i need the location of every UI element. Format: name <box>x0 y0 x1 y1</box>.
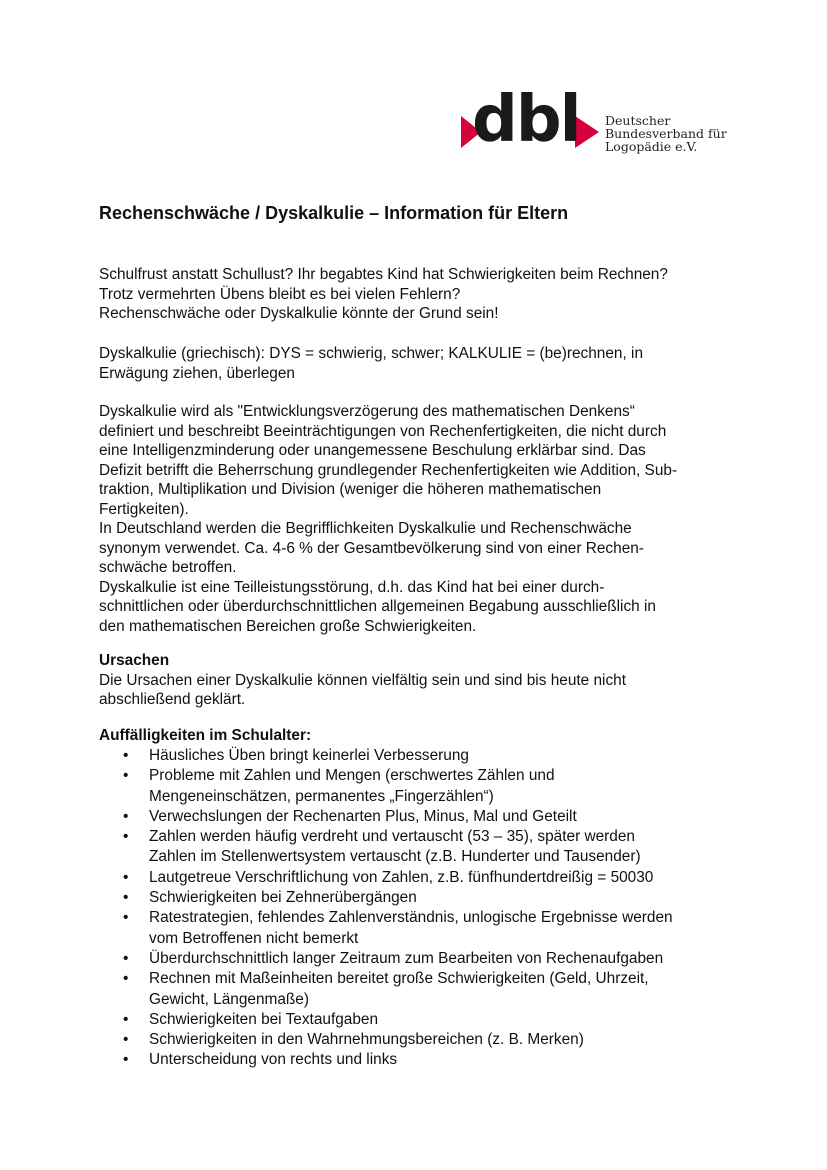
list-item-line: Gewicht, Längenmaße) <box>149 990 309 1008</box>
list-item <box>99 766 673 807</box>
list-item <box>99 1010 673 1030</box>
list-item-line: Probleme mit Zahlen und Mengen (erschwertes Zählen und <box>149 767 555 785</box>
causes-heading: Ursachen <box>99 652 170 669</box>
description-line: definiert und beschreibt Beeinträchtigungen von Rechenfertigkeiten, die nicht durch <box>99 422 667 440</box>
logo-org-name <box>605 114 727 153</box>
causes-line: Die Ursachen einer Dyskalkulie können vielfältig sein und sind bis heute nicht <box>99 671 626 689</box>
symptoms-heading: Auffälligkeiten im Schulalter: <box>99 727 312 744</box>
list-item <box>99 746 673 766</box>
intro-line: Trotz vermehrten Übens bleibt es bei vielen Fehlern? <box>99 285 461 303</box>
list-item-line: Verwechslungen der Rechenarten Plus, Minus, Mal und Geteilt <box>149 807 577 825</box>
list-item-line: Schwierigkeiten bei Zehnerübergängen <box>149 889 417 907</box>
bullet-icon: • <box>123 807 129 825</box>
list-item <box>99 1050 673 1070</box>
bullet-icon: • <box>123 767 129 785</box>
dbl-logo-mark <box>461 83 601 157</box>
bullet-icon: • <box>123 1031 129 1049</box>
list-item-line: vom Betroffenen nicht bemerkt <box>149 929 359 947</box>
bullet-icon: • <box>123 747 129 764</box>
list-item-line: Ratestrategien, fehlendes Zahlenverständnis, unlogische Ergebnisse werden <box>149 909 673 927</box>
symptoms-list <box>99 746 673 1071</box>
bullet-icon: • <box>123 949 129 967</box>
definition-line: Dyskalkulie (griechisch): DYS = schwierig, schwer; KALKULIE = (be)rechnen, in <box>99 345 644 362</box>
list-item-line: Unterscheidung von rechts und links <box>149 1051 398 1069</box>
description-line: Dyskalkulie wird als "Entwicklungsverzögerung des mathematischen Denkens“ <box>99 403 635 420</box>
causes-line: abschließend geklärt. <box>99 691 246 708</box>
logo-org-line: Deutscher <box>605 113 671 128</box>
list-item-line: Zahlen im Stellenwertsystem vertauscht (z.B. Hunderter und Tausender) <box>149 848 641 866</box>
list-item <box>99 969 673 1010</box>
logo-org-line: Bundesverband für <box>605 126 727 141</box>
logo-letters: dbl <box>472 83 580 157</box>
description-line: schwäche betroffen. <box>99 559 237 576</box>
dbl-logo <box>461 83 731 157</box>
list-item-line: Überdurchschnittlich langer Zeitraum zum Bearbeiten von Rechenaufgaben <box>149 949 664 967</box>
description-line: In Deutschland werden die Begrifflichkeiten Dyskalkulie und Rechenschwäche <box>99 520 632 537</box>
list-item <box>99 949 673 969</box>
description-line: Dyskalkulie ist eine Teilleistungsstörung, d.h. das Kind hat bei einer durch- <box>99 578 605 596</box>
list-item-line: Zahlen werden häufig verdreht und vertauscht (53 – 35), später werden <box>149 828 635 846</box>
description-line: traktion, Multiplikation und Division (weniger die höheren mathematischen <box>99 481 602 498</box>
list-item <box>99 807 673 827</box>
list-item-line: Lautgetreue Verschriftlichung von Zahlen, z.B. fünfhundertdreißig = 50030 <box>149 868 654 886</box>
page-title: Rechenschwäche / Dyskalkulie – Information für Eltern <box>99 203 569 223</box>
description-line: synonym verwendet. Ca. 4-6 % der Gesamtbevölkerung sind von einer Rechen- <box>99 539 644 557</box>
list-item <box>99 888 673 908</box>
bullet-icon: • <box>123 868 129 886</box>
logo-org-line: Logopädie e.V. <box>605 139 698 154</box>
intro-line: Schulfrust anstatt Schullust? Ihr begabtes Kind hat Schwierigkeiten beim Rechnen? <box>99 266 668 283</box>
causes-section <box>99 651 626 710</box>
list-item <box>99 908 673 949</box>
description-line: Fertigkeiten). <box>99 500 189 518</box>
bullet-icon: • <box>123 970 129 988</box>
bullet-icon: • <box>123 828 129 846</box>
intro-paragraph <box>99 265 668 324</box>
bullet-icon: • <box>123 1051 129 1069</box>
list-item <box>99 827 673 868</box>
list-item-line: Schwierigkeiten in den Wahrnehmungsbereichen (z. B. Merken) <box>149 1031 584 1049</box>
bullet-icon: • <box>123 889 129 907</box>
definition-line: Erwägung ziehen, überlegen <box>99 364 295 382</box>
list-item-line: Mengeneinschätzen, permanentes „Fingerzählen“) <box>149 787 494 805</box>
intro-line: Rechenschwäche oder Dyskalkulie könnte der Grund sein! <box>99 305 499 322</box>
symptoms-section <box>99 726 311 746</box>
list-item-line: Schwierigkeiten bei Textaufgaben <box>149 1010 379 1028</box>
description-line: Defizit betrifft die Beherrschung grundlegender Rechenfertigkeiten wie Addition, Sub- <box>99 461 678 479</box>
description-line: den mathematischen Bereichen große Schwierigkeiten. <box>99 617 477 635</box>
bullet-icon: • <box>123 909 129 927</box>
definition-paragraph <box>99 344 643 383</box>
list-item <box>99 868 673 888</box>
description-paragraph <box>99 402 677 636</box>
bullet-icon: • <box>123 1010 129 1028</box>
list-item-line: Häusliches Üben bringt keinerlei Verbesserung <box>149 747 469 764</box>
description-line: schnittlichen oder überdurchschnittlichen allgemeinen Begabung ausschließlich in <box>99 598 656 615</box>
list-item <box>99 1030 673 1050</box>
description-line: eine Intelligenzminderung oder unangemessene Beschulung erklärbar sind. Das <box>99 442 646 459</box>
list-item-line: Rechnen mit Maßeinheiten bereitet große Schwierigkeiten (Geld, Uhrzeit, <box>149 970 649 988</box>
